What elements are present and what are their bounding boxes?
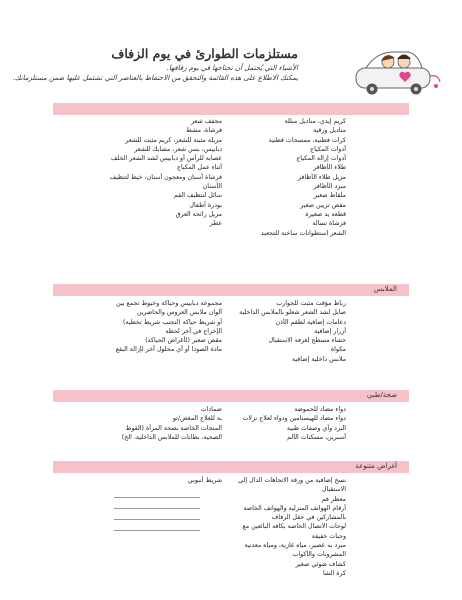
list-item: معطر فم: [321, 495, 346, 503]
list-item: شريط أنبوبي: [187, 477, 222, 484]
list-item: كريم إيدي، مناديل مبللة: [284, 118, 346, 125]
blank-line: [114, 508, 200, 509]
list-item: بة للعلاج المغص/تو: [172, 415, 222, 423]
section-bar: [53, 284, 409, 296]
list-item: نسخ إضافية من ورقة الاتجاهات الدال إلى: [238, 477, 346, 484]
list-item: ملابس داخلية إضافية: [291, 355, 346, 363]
list-item: مزيل رائحة العرق: [175, 210, 222, 218]
list-item: مزيلة مثبتة للشعر، كريم مثبت للشعر: [125, 136, 222, 144]
section-title: أغراض متنوعة: [355, 462, 397, 470]
list-item: كرات قطنية، ممسحات قطنية: [268, 136, 346, 144]
list-item: الاستقبال: [321, 486, 346, 494]
list-item: مقص صغير (لأغراض الحياكة): [145, 337, 222, 345]
list-item: عصابة للرأس أو دبابيس لشد الشعر الخلف: [110, 155, 222, 163]
list-item: الشعر استطوانات ساخنة للتجعيد: [260, 229, 346, 237]
list-item: البرد وأي وصفات طبية: [286, 424, 346, 432]
list-item: مجموعة دبابيس وحياكة وخيوط تجمع بين: [116, 300, 222, 307]
list-item: كشاف ضوئي صغير: [295, 560, 346, 568]
list-item: بالمشاركين في حفل الزفاف: [271, 514, 346, 522]
section-2-left-column: [56, 299, 222, 355]
section-title: صحة/طبي: [366, 391, 397, 399]
list-item: طلاء الأظافر: [313, 164, 346, 172]
list-item: بودرة أطفال: [189, 201, 222, 209]
list-item: ألوان ملابس العروس والحاضرين: [136, 309, 222, 317]
list-item: دواء مضاد للحموضة: [294, 406, 346, 413]
list-item: أو شريط حياكة (لتجنب شريط تخطية): [123, 318, 222, 326]
list-item: مزيل طلاء الأظافر: [297, 173, 346, 181]
section-title: الملابس: [373, 285, 397, 293]
list-item: عطر: [209, 220, 222, 228]
section-bar: [53, 390, 409, 402]
section-bar: [53, 103, 409, 115]
list-item: وجبات خفيفة: [311, 532, 346, 540]
list-item: كرة الشا: [323, 569, 346, 577]
list-item: حشاء مسطح لغرفة الاستقبال: [268, 337, 346, 345]
list-item: أثناء عمل المكياج: [176, 164, 222, 172]
list-item: رباط مؤقت مثبت للجوارب: [276, 300, 346, 307]
list-item: الأسنان: [202, 183, 222, 191]
list-item: فرشاة أسنان ومعجون أسنان، خيط لتنظيف: [109, 173, 222, 181]
list-item: دبابيس، بنس شعر، مشابك للشعر: [134, 145, 222, 153]
subtitle-line: الأشياء التي يُحتمل أن تحتاجها في يوم زفافها.: [166, 64, 298, 72]
list-item: فرشاة، مشط: [186, 127, 222, 135]
list-item: الصحية، بطانات للملابس الداخلية، الخ): [121, 433, 222, 441]
list-item: قطعة يد صغيرة: [305, 210, 346, 218]
page-subtitle: [12, 63, 298, 83]
section-1-left-column: [56, 117, 222, 229]
list-item: أدوات المكياج: [310, 145, 346, 153]
list-item: أزرار إضافية: [314, 327, 346, 335]
list-item: المشروبات والأكواب: [292, 551, 346, 559]
list-item: أسبرين، مسكنات الألم: [287, 433, 346, 441]
page-title: مستلزمات الطوارئ في يوم الزفاف: [111, 46, 298, 61]
blank-line: [114, 497, 200, 498]
section-4-left-column: [56, 476, 222, 485]
list-item: مقص تزيين صغير: [300, 201, 346, 209]
blank-line: [114, 519, 200, 520]
list-item: مناديل ورقية: [313, 127, 346, 135]
list-item: مكواة: [330, 346, 346, 354]
list-item: مبرد الأظافر: [313, 183, 346, 191]
list-item: دواء مضاد للهيستامين ودواء لعلاج نزلات: [242, 415, 346, 423]
list-item: مادة الصودا أو أي محلول آخر لإزالة البقع: [115, 346, 222, 354]
list-item: مبرد به عصير، مياه غازية، ومياه معدنية: [244, 542, 346, 550]
section-bar: [53, 461, 409, 473]
list-item: دعامات إضافية لطقم الأذن: [275, 318, 346, 326]
blank-line: [114, 530, 200, 531]
list-item: المتجات الخاصة بصحة المرأة (القوط: [125, 424, 222, 432]
list-item: أرقام الهواتف المنزلية والهواتف الخاصة: [243, 504, 346, 512]
list-item: صابل لشد الشعر شعلو بالملابس الداخلية: [239, 309, 346, 317]
list-item: فرشاة تسالة: [312, 220, 346, 228]
wedding-car-illustration: [352, 46, 442, 96]
section-4-right-column: [174, 476, 346, 578]
list-item: ملقاط صغير: [313, 192, 346, 200]
section-3-left-column: [56, 405, 222, 442]
list-item: سائل لتنظيف الفم: [173, 192, 222, 200]
list-item: أدوات إزالة المكياج: [296, 155, 346, 163]
list-item: ضمادات: [200, 406, 222, 413]
list-item: لوحات الاتصال الخاصة بكافة البائعين مع: [242, 523, 346, 531]
list-item: الإحراج في آخر لحظة: [165, 327, 222, 335]
list-item: مجفف شعر: [191, 118, 222, 125]
subtitle-line: يمكنك الاطلاع على هذه القائمة والتحقق من الاحتفاظ بالعناصر التي تشتمل عليها ضمن مستلزماتك.: [12, 74, 298, 82]
